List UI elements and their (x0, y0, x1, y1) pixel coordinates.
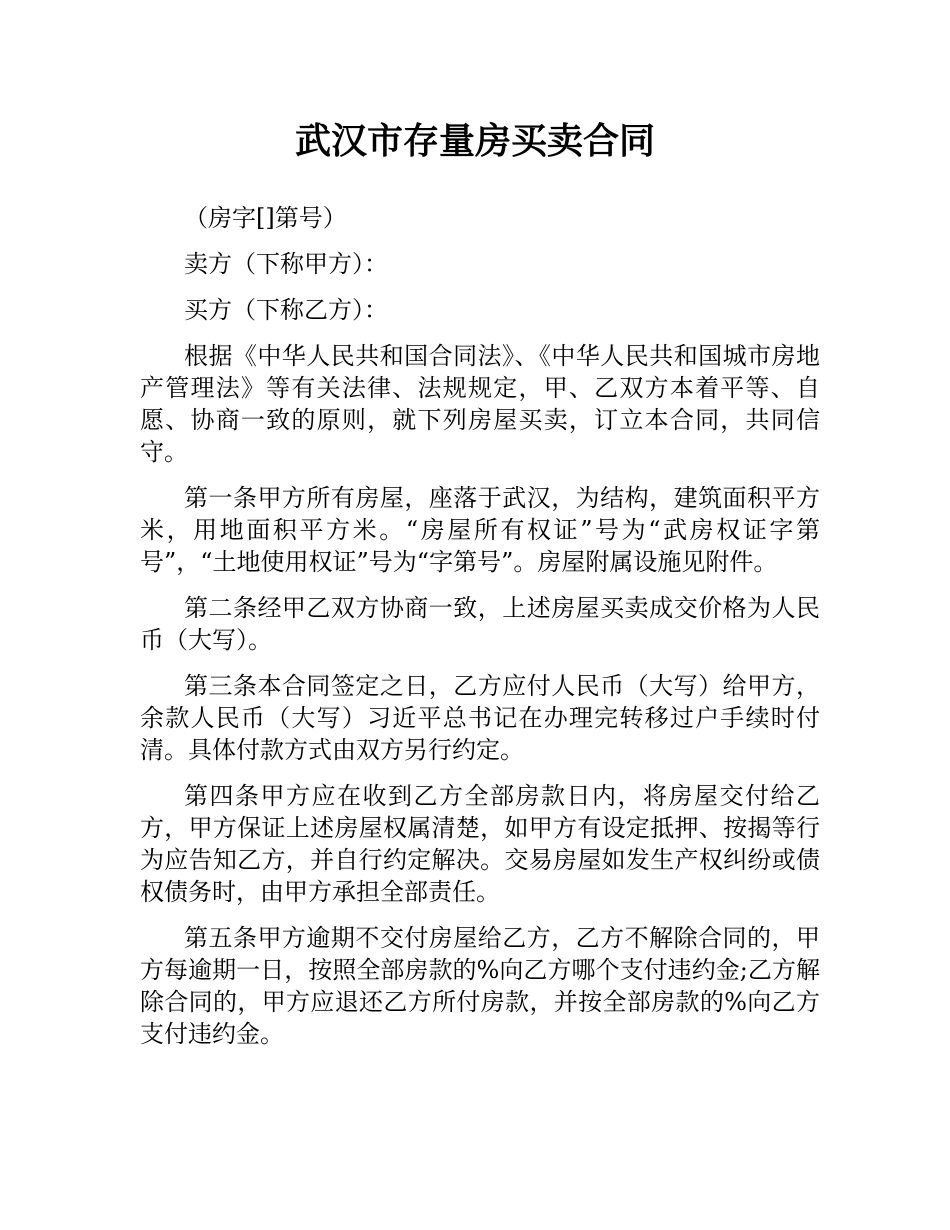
article-1-paragraph: 第一条甲方所有房屋，座落于武汉，为结构，建筑面积平方米，用地面积平方米。“房屋所有权证”号为“武房权证字第号”，“土地使用权证”号为“字第号”。房屋附属设施见附件。 (140, 484, 820, 576)
article-5-paragraph: 第五条甲方逾期不交付房屋给乙方，乙方不解除合同的，甲方每逾期一日，按照全部房款的%向乙方哪个支付违约金;乙方解除合同的，甲方应退还乙方所付房款，并按全部房款的%向乙方支付违约金。 (140, 924, 820, 1048)
seller-line: 卖方（下称甲方）： (184, 250, 388, 278)
article-4-paragraph: 第四条甲方应在收到乙方全部房款日内，将房屋交付给乙方，甲方保证上述房屋权属清楚，如甲方有设定抵押、按揭等行为应告知乙方，并自行约定解决。交易房屋如发生产权纠纷或债权债务时，由甲方承担全部责任。 (140, 782, 820, 906)
article-2-paragraph: 第二条经甲乙双方协商一致，上述房屋买卖成交价格为人民币（大写）。 (140, 594, 820, 654)
article-3-paragraph: 第三条本合同签定之日，乙方应付人民币（大写）给甲方，余款人民币（大写）习近平总书记在办理完转移过户手续时付清。具体付款方式由双方另行约定。 (140, 672, 820, 764)
buyer-line: 买方（下称乙方）： (184, 296, 388, 324)
contract-number: （房字[]第号） (184, 204, 347, 232)
preamble-paragraph: 根据《中华人民共和国合同法》、《中华人民共和国城市房地产管理法》等有关法律、法规规定，甲、乙双方本着平等、自愿、协商一致的原则，就下列房屋买卖，订立本合同，共同信守。 (140, 342, 820, 466)
document-title: 武汉市存量房买卖合同 (294, 121, 655, 162)
document-body (140, 202, 820, 1064)
